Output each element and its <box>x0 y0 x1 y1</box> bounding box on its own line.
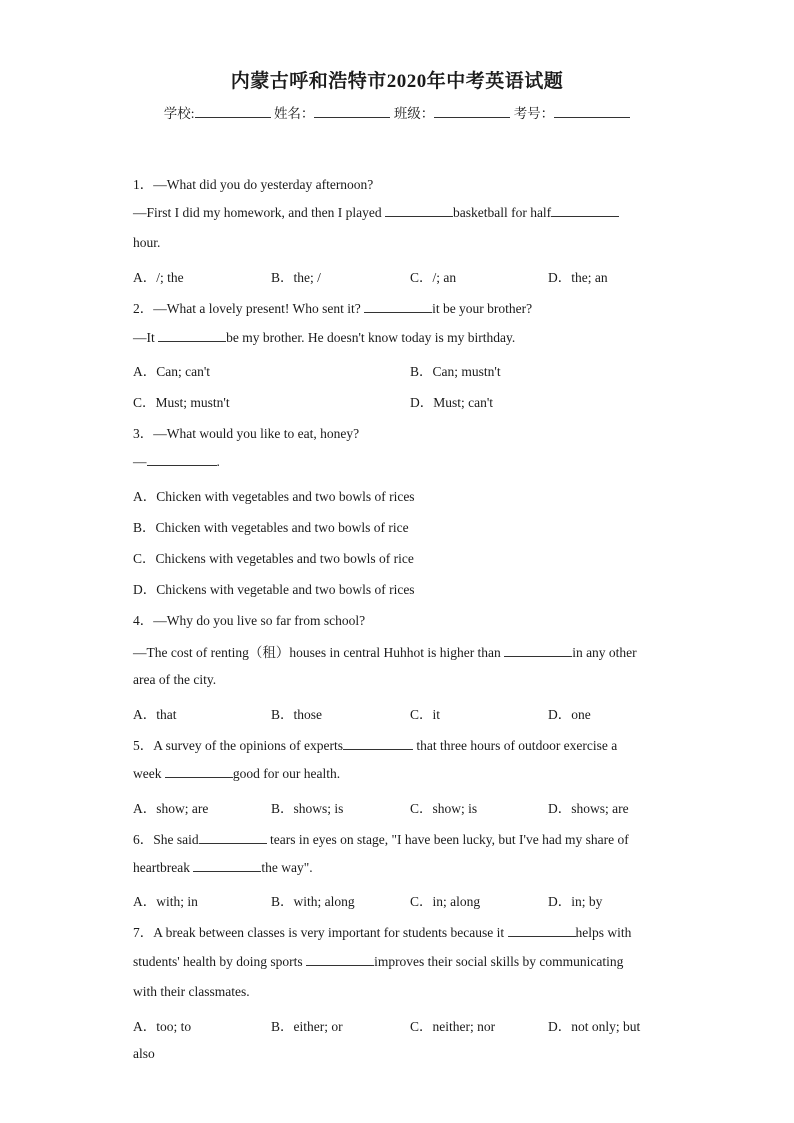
q6-option-c[interactable]: C．in; along <box>410 894 481 909</box>
q3-option-d[interactable]: D．Chickens with vegetable and two bowls of rices <box>133 582 415 597</box>
q1-option-a[interactable]: A．/; the <box>133 270 184 285</box>
name-label: 姓名： <box>273 106 315 121</box>
q6-blank-1[interactable] <box>199 831 267 844</box>
q5-line2 <box>133 765 340 782</box>
q4-option-d[interactable]: D．one <box>548 707 591 722</box>
q7-blank-1[interactable] <box>508 924 576 937</box>
q5-text-c: week <box>133 766 165 781</box>
q4-line3: area of the city. <box>133 672 217 687</box>
q2-option-c[interactable]: C．Must; mustn't <box>133 395 230 410</box>
q7-text-c: students' health by doing sports <box>133 954 307 969</box>
q7-line3: with their classmates. <box>133 984 250 999</box>
q3-stem: 3．—What would you like to eat, honey? <box>133 426 360 441</box>
q7-option-d-continued: also <box>133 1046 155 1061</box>
q4-option-b[interactable]: B．those <box>271 707 323 722</box>
student-info-row <box>0 102 794 122</box>
q1-text-b: basketball for half <box>452 205 552 220</box>
q3-option-b[interactable]: B．Chicken with vegetables and two bowls of rice <box>133 520 409 535</box>
q7-option-a[interactable]: A．too; to <box>133 1019 192 1034</box>
class-label: 班级： <box>393 106 435 121</box>
class-blank[interactable] <box>434 104 510 118</box>
number-blank[interactable] <box>554 104 630 118</box>
q5-option-c[interactable]: C．show; is <box>410 801 478 816</box>
q4-stem: 4．—Why do you live so far from school? <box>133 613 366 628</box>
q7-option-b[interactable]: B．either; or <box>271 1019 343 1034</box>
q5-text-b: that three hours of outdoor exercise a <box>412 738 618 753</box>
q5-blank-1[interactable] <box>343 737 413 750</box>
q3-line2 <box>133 453 220 470</box>
q1-blank-2[interactable] <box>551 204 619 217</box>
q3-text-a: — <box>133 454 147 469</box>
q5-option-b[interactable]: B．shows; is <box>271 801 344 816</box>
q1-option-c[interactable]: C．/; an <box>410 270 457 285</box>
q4-blank[interactable] <box>504 644 572 657</box>
q5-text-d: good for our health. <box>232 766 341 781</box>
q2-stem <box>133 297 532 317</box>
q7-line2 <box>133 953 623 970</box>
q3-option-c[interactable]: C．Chickens with vegetables and two bowls of rice <box>133 551 414 566</box>
page-title: 内蒙古呼和浩特市2020年中考英语试题 <box>230 71 564 92</box>
q7-option-c[interactable]: C．neither; nor <box>410 1019 496 1034</box>
q2-text-a: 2．—What a lovely present! Who sent it? <box>133 301 365 316</box>
q6-line2 <box>133 859 313 876</box>
q6-option-a[interactable]: A．with; in <box>133 894 198 909</box>
q6-text-b: tears in eyes on stage, "I have been lucky, but I've had my share of <box>266 832 629 847</box>
school-label: 学校: <box>163 106 195 121</box>
q4-text-a: —The cost of renting（租）houses in central Huhhot is higher than <box>133 645 505 660</box>
q1-line2 <box>133 204 619 221</box>
q7-text-d: improves their social skills by communicating <box>374 954 624 969</box>
q2-blank-1[interactable] <box>364 300 432 313</box>
q6-option-b[interactable]: B．with; along <box>271 894 355 909</box>
q6-blank-2[interactable] <box>193 859 261 872</box>
q1-option-b[interactable]: B．the; / <box>271 270 321 285</box>
number-label: 考号： <box>513 106 555 121</box>
q2-text-b: it be your brother? <box>432 301 533 316</box>
q6-text-c: heartbreak <box>133 860 194 875</box>
q7-blank-2[interactable] <box>306 953 374 966</box>
q3-text-b: . <box>216 454 220 469</box>
q3-blank[interactable] <box>147 453 217 466</box>
q5-stem <box>133 734 617 754</box>
q2-blank-2[interactable] <box>158 329 226 342</box>
q2-text-d: be my brother. He doesn't know today is my birthday. <box>226 330 516 345</box>
q7-text-b: helps with <box>575 925 632 940</box>
name-blank[interactable] <box>314 104 390 118</box>
q2-option-a[interactable]: A．Can; can't <box>133 364 211 379</box>
q1-line3: hour. <box>133 235 161 250</box>
q4-text-b: in any other <box>572 645 637 660</box>
q2-option-b[interactable]: B．Can; mustn't <box>410 364 501 379</box>
q2-option-d[interactable]: D．Must; can't <box>410 395 494 410</box>
q4-line2 <box>133 641 637 661</box>
q5-option-d[interactable]: D．shows; are <box>548 801 629 816</box>
q7-text-a: 7．A break between classes is very important for students because it <box>133 925 508 940</box>
q2-line2 <box>133 329 515 346</box>
q7-option-d[interactable]: D．not only; but <box>548 1019 641 1034</box>
school-blank[interactable] <box>195 104 271 118</box>
q7-stem <box>133 921 631 941</box>
q6-option-d[interactable]: D．in; by <box>548 894 603 909</box>
q1-blank-1[interactable] <box>385 204 453 217</box>
q5-blank-2[interactable] <box>165 765 233 778</box>
q5-option-a[interactable]: A．show; are <box>133 801 209 816</box>
q6-stem <box>133 828 629 848</box>
q5-text-a: 5．A survey of the opinions of experts <box>133 738 343 753</box>
q2-text-c: —It <box>133 330 159 345</box>
q4-option-a[interactable]: A．that <box>133 707 177 722</box>
q6-text-d: the way". <box>261 860 313 875</box>
q3-option-a[interactable]: A．Chicken with vegetables and two bowls of rices <box>133 489 415 504</box>
q6-text-a: 6．She said <box>133 832 199 847</box>
q1-text-a: —First I did my homework, and then I played <box>133 205 385 220</box>
q4-option-c[interactable]: C．it <box>410 707 441 722</box>
q1-stem: 1．—What did you do yesterday afternoon? <box>133 177 374 192</box>
q1-option-d[interactable]: D．the; an <box>548 270 608 285</box>
